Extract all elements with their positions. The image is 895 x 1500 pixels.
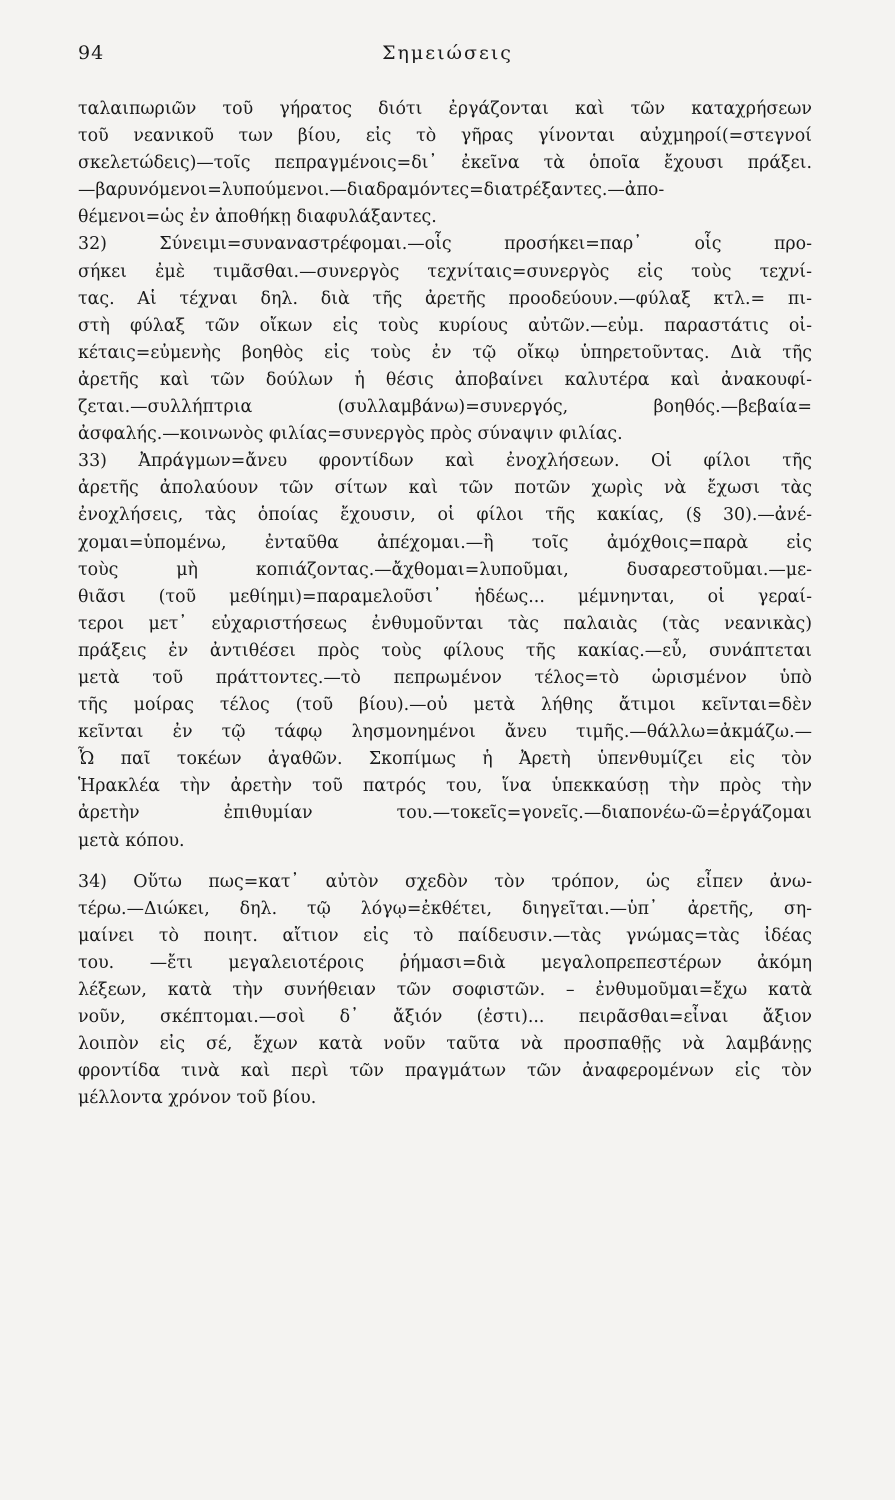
text-line: κέταις=εὐμενὴς βοηθὸς εἰς τοὺς ἐν τῷ οἴκῳ ὑπηρετοῦντας. Διὰ τῆς	[78, 342, 812, 363]
text-line: νοῦν, σκέπτομαι.—σοὶ δ᾽ ἄξιόν (ἐστι)... πειρᾶσθαι=εἶναι ἄξιον	[78, 1007, 812, 1028]
text-line: τοὺς μὴ κοπιάζοντας.—ἄχθομαι=λυποῦμαι, δυσαρεστοῦμαι.—με-	[78, 559, 812, 580]
text-line: κεῖνται ἐν τῷ τάφῳ λησμονημένοι ἄνευ τιμῆς.—θάλλω=ἀκμάζω.—	[78, 722, 812, 743]
text-line: ζεται.—συλλήπτρια (συλλαμβάνω)=συνεργός, βοηθός.—βεβαία=	[78, 397, 812, 418]
text-line: σκελετώδεις)—τοῖς πεπραγμένοις=δι᾽ ἐκεῖνα τὰ ὁποῖα ἔχουσι πράξει.	[78, 153, 812, 174]
text-line: πράξεις ἐν ἀντιθέσει πρὸς τοὺς φίλους τῆς κακίας.—εὖ, συνάπτεται	[78, 640, 812, 661]
text-line: ἀρετῆς καὶ τῶν δούλων ἡ θέσις ἀποβαίνει καλυτέρα καὶ ἀνακουφί-	[78, 369, 812, 390]
text-line: τῆς μοίρας τέλος (τοῦ βίου).—οὐ μετὰ λήθης ἄτιμοι κεῖνται=δὲν	[78, 695, 812, 716]
text-line: τέρω.—Διώκει, δηλ. τῷ λόγῳ=ἐκθέτει, διηγεῖται.—ὑπ᾽ ἀρετῆς, ση-	[78, 898, 812, 919]
text-line: στὴ φύλαξ τῶν οἴκων εἰς τοὺς κυρίους αὐτῶν.—εὐμ. παραστάτις οἰ-	[78, 315, 812, 336]
text-line: ἀρετῆς ἀπολαύουν τῶν σίτων καὶ τῶν ποτῶν χωρὶς νὰ ἔχωσι τὰς	[78, 478, 812, 499]
text-line: Ὦ παῖ τοκέων ἀγαθῶν. Σκοπίμως ἡ Ἀρετὴ ὑπενθυμίζει εἰς τὸν	[78, 749, 812, 770]
text-line: —βαρυνόμενοι=λυπούμενοι.—διαδραμόντες=διατρέξαντες.—ἀπο-	[78, 180, 665, 201]
page-number: 94	[78, 42, 105, 64]
text-line: θιᾶσι (τοῦ μεθίημι)=παραμελοῦσι᾽ ἡδέως... μέμνηνται, οἱ γεραί-	[78, 586, 812, 607]
text-line: ἀσφαλής.—κοινωνὸς φιλίας=συνεργὸς πρὸς σύναψιν φιλίας.	[78, 424, 623, 445]
text-line: 33) Ἀπράγμων=ἄνευ φροντίδων καὶ ἐνοχλήσεων. Οἱ φίλοι τῆς	[78, 451, 812, 472]
text-line: ἀρετὴν ἐπιθυμίαν του.—τοκεῖς=γονεῖς.—διαπονέω-ῶ=ἐργάζομαι	[78, 803, 812, 824]
text-line: σήκει ἐμὲ τιμᾶσθαι.—συνεργὸς τεχνίταις=συνεργὸς εἰς τοὺς τεχνί-	[78, 261, 812, 282]
running-title: Σημειώσεις	[382, 42, 513, 64]
text-line: Ἡρακλέα τὴν ἀρετὴν τοῦ πατρός του, ἵνα ὑπεκκαύσῃ τὴν πρὸς τὴν	[78, 776, 812, 797]
text-line: του. —ἔτι μεγαλειοτέροις ῥήμασι=διὰ μεγαλοπρεπεστέρων ἀκόμη	[78, 952, 812, 973]
text-line: μαίνει τὸ ποιητ. αἴτιον εἰς τὸ παίδευσιν.—τὰς γνώμας=τὰς ἰδέας	[78, 925, 812, 946]
text-line: 34) Οὕτω πως=κατ᾽ αὐτὸν σχεδὸν τὸν τρόπον, ὡς εἶπεν ἀνω-	[78, 871, 812, 892]
text-line: μετὰ κόπου.	[78, 830, 185, 851]
text-line: μέλλοντα χρόνον τοῦ βίου.	[78, 1088, 317, 1109]
text-line: λοιπὸν εἰς σέ, ἔχων κατὰ νοῦν ταῦτα νὰ προσπαθῇς νὰ λαμβάνῃς	[78, 1034, 812, 1055]
text-line: λέξεων, κατὰ τὴν συνήθειαν τῶν σοφιστῶν. – ἐνθυμοῦμαι=ἔχω κατὰ	[78, 980, 812, 1000]
page-header	[78, 42, 817, 72]
text-line: ἐνοχλήσεις, τὰς ὁποίας ἔχουσιν, οἱ φίλοι τῆς κακίας, (§ 30).—ἀνέ-	[78, 505, 812, 526]
text-line: τας. Αἱ τέχναι δηλ. διὰ τῆς ἀρετῆς προοδεύουν.—φύλαξ κτλ.= πι-	[78, 288, 812, 309]
text-line: 32) Σύνειμι=συναναστρέφομαι.—οἷς προσήκει=παρ᾽ οἷς προ-	[78, 234, 812, 255]
text-line: μετὰ τοῦ πράττοντες.—τὸ πεπρωμένον τέλος=τὸ ὡρισμένον ὑπὸ	[78, 667, 812, 688]
text-line: ταλαιπωριῶν τοῦ γήρατος διότι ἐργάζονται καὶ τῶν καταχρήσεων	[78, 99, 812, 119]
text-line: θέμενοι=ὡς ἐν ἀποθήκῃ διαφυλάξαντες.	[78, 207, 437, 228]
text-line: φροντίδα τινὰ καὶ περὶ τῶν πραγμάτων τῶν ἀναφερομένων εἰς τὸν	[78, 1061, 812, 1082]
text-line: τοῦ νεανικοῦ των βίου, εἰς τὸ γῆρας γίνονται αὐχμηροί(=στεγνοί	[78, 126, 812, 147]
notes-text	[78, 96, 812, 1112]
text-line: τεροι μετ᾽ εὐχαριστήσεως ἐνθυμοῦνται τὰς παλαιὰς (τὰς νεανικὰς)	[78, 613, 812, 634]
text-line: χομαι=ὑπομένω, ἐνταῦθα ἀπέχομαι.—ἢ τοῖς ἀμόχθοις=παρὰ εἰς	[78, 532, 812, 553]
paragraph-gap	[78, 855, 812, 869]
